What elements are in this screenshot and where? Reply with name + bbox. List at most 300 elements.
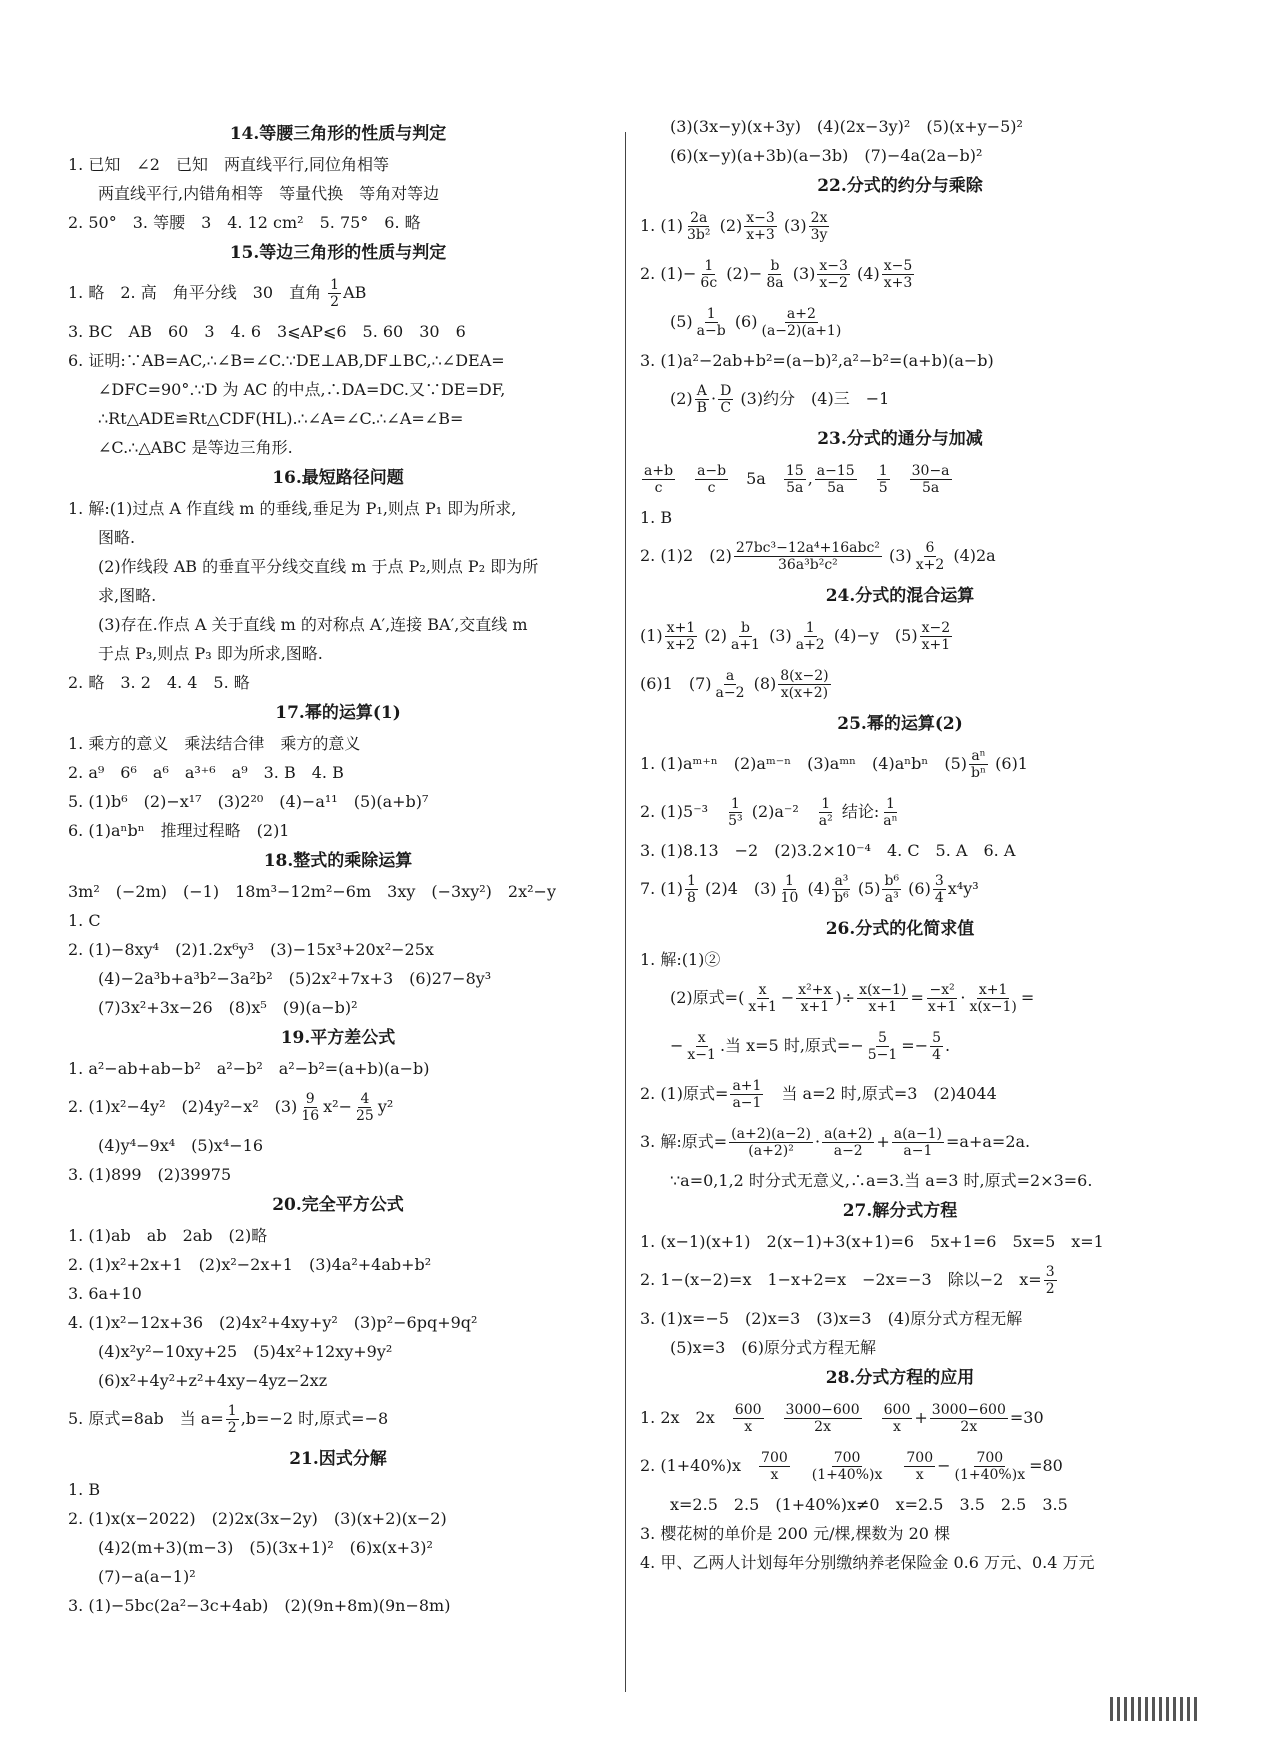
numerator: a+b (644, 463, 674, 479)
fraction (764, 258, 785, 291)
fraction (857, 982, 908, 1015)
text: x²− (323, 1097, 352, 1116)
numerator: 5 (878, 1030, 887, 1046)
denominator: 2 (330, 294, 340, 310)
numerator: x−3 (819, 258, 848, 274)
text: (6) (908, 879, 931, 898)
answer-line: ∠DFC=90°.∵D 为 AC 的中点,∴DA=DC.又∵DE=DF, (98, 380, 506, 399)
text: (6)1 (995, 754, 1028, 773)
text: (6) (734, 312, 758, 331)
numerator: 2x (810, 210, 828, 226)
answer-line (640, 1118, 1160, 1166)
fraction (881, 796, 899, 829)
text: (6)1 (7) (640, 674, 712, 693)
numerator: 1 (878, 463, 888, 479)
text: ,b=−2 时,原式=−8 (240, 1409, 389, 1428)
fraction (930, 1030, 943, 1063)
fraction (933, 873, 946, 906)
answer-line: 图略. (98, 528, 136, 547)
text: · (960, 988, 966, 1007)
answer-line: $\frac{a+b}{c}$ $\frac{a-b}{c}$ 5a $\frac{15}{5a}$ , $\frac{a-15}{5a}$ $\frac{1}{5}$ $\frac{30-a}{5a}$ (644, 463, 950, 496)
denominator: (a−2)(a+1) (761, 323, 842, 339)
answer-line: 2. a⁹ 6⁶ a⁶ a³⁺⁶ a⁹ 3. B 4. B (68, 763, 344, 782)
answer-line (68, 269, 608, 317)
answer-line: (6)x²+4y²+z²+4xy−4yz−2xz (98, 1371, 328, 1390)
answer-line: 6. (1)aⁿbⁿ 推理过程略 (2)1 (68, 821, 290, 840)
text: (3) (769, 626, 792, 645)
text: = (1020, 988, 1035, 1007)
fraction (882, 873, 901, 906)
fraction (822, 1126, 874, 1159)
answer-line: ∵a=0,1,2 时分式无意义,∴a=3.当 a=3 时,原式=2×3=6. (670, 1171, 1093, 1190)
fraction (759, 1450, 790, 1483)
answer-line: ∴Rt△ADE≌Rt△CDF(HL).∴∠A=∠C.∴∠A=∠B= (98, 409, 464, 428)
answer-line (640, 532, 1160, 580)
fraction (877, 463, 890, 496)
numerator: A (696, 383, 707, 399)
numerator: 600 (734, 1402, 762, 1418)
text: =a+a=2a. (946, 1132, 1031, 1151)
denominator: 2 (1045, 1281, 1055, 1297)
denominator: x(x−1) (969, 999, 1017, 1015)
denominator: x(x+2) (780, 685, 829, 701)
answer-line: 1. 解:(1)过点 A 作直线 m 的垂线,垂足为 P₁,则点 P₁ 即为所求, (68, 499, 517, 518)
numerator: 1 (821, 796, 831, 812)
denominator: (1+40%)x (954, 1467, 1026, 1483)
fraction (796, 982, 833, 1015)
answer-line: 2. 略 3. 2 4. 4 5. 略 (68, 673, 250, 692)
text: (5) (857, 879, 881, 898)
fraction (778, 668, 830, 701)
fraction (698, 258, 719, 291)
section-title-15: 15.等边三角形的性质与判定 (229, 243, 447, 263)
numerator: 4 (360, 1091, 370, 1107)
text: (3) (889, 546, 912, 565)
fraction (953, 1450, 1028, 1483)
answer-line: (4)y⁴−9x⁴ (5)x⁴−16 (98, 1136, 264, 1155)
numerator: 1 (227, 1403, 237, 1419)
text: 2. (1)5⁻³ (640, 802, 709, 821)
numerator: x²+x (798, 982, 832, 998)
text: (2) (670, 389, 693, 408)
text: 1. 略 2. 高 角平分线 30 直角 (68, 283, 322, 302)
answer-line: (7)−a(a−1)² (98, 1567, 196, 1586)
text: 7. (1) (640, 879, 684, 898)
section-title-19: 19.平方差公式 (280, 1028, 396, 1048)
denominator: 5a (786, 480, 804, 496)
answer-line: 1. 解:(1)② (640, 950, 721, 969)
numerator: b (740, 620, 750, 636)
fraction (733, 1402, 764, 1435)
answer-line (68, 1083, 608, 1131)
numerator: 1 (785, 873, 794, 889)
fraction (926, 982, 959, 1015)
numerator: 8(x−2) (780, 668, 829, 684)
fraction (967, 982, 1018, 1015)
text: . (945, 1036, 951, 1055)
section-title-28: 28.分式方程的应用 (825, 1368, 975, 1388)
fraction (817, 258, 850, 291)
text: 3. 解:原式= (640, 1132, 728, 1151)
answer-line: (3)存在.作点 A 关于直线 m 的对称点 A′,连接 BA′,交直线 m (98, 615, 528, 634)
answer-line: 1. 已知 ∠2 已知 两直线平行,同位角相等 (68, 155, 390, 174)
denominator: a+2 (795, 637, 825, 653)
denominator: 8 (687, 890, 696, 906)
denominator: 4 (932, 1047, 942, 1063)
fraction (718, 383, 733, 416)
answer-line: 3m² (−2m) (−1) 18m³−12m²−6m 3xy (−3xy²) 2x²−y (68, 882, 556, 901)
answer-line (640, 1394, 1160, 1442)
text: 2. 1−(x−2)=x 1−x+2=x −2x=−3 除以−2 x= (640, 1270, 1042, 1289)
fraction (714, 668, 747, 701)
answer-line (640, 612, 1160, 660)
fraction (866, 1030, 900, 1063)
denominator: 25 (355, 1108, 374, 1124)
fraction (882, 258, 915, 291)
numerator: 3000−600 (931, 1402, 1006, 1418)
fraction (920, 620, 953, 653)
answer-line (640, 865, 1160, 913)
fraction (930, 1402, 1008, 1435)
numerator: x−5 (883, 258, 913, 274)
numerator: 9 (305, 1091, 315, 1107)
text: (5) (670, 312, 693, 331)
left-column (68, 118, 608, 1620)
text: )÷ (835, 988, 856, 1007)
text: (3) (792, 264, 816, 283)
fraction (746, 982, 779, 1015)
denominator: 5 (878, 480, 888, 496)
text: 结论: (841, 802, 880, 821)
text: (2)4 (3) (705, 879, 777, 898)
denominator: 10 (780, 890, 799, 906)
numerator: 1 (330, 277, 340, 293)
text: (2)原式=( (670, 988, 745, 1007)
denominator: 3y (810, 227, 828, 243)
answer-line: ∠C.∴△ABC 是等边三角形. (98, 438, 293, 457)
numerator: 1 (687, 873, 696, 889)
section-title-22: 22.分式的约分与乘除 (817, 176, 983, 196)
answer-line: 3. 6a+10 (68, 1284, 142, 1303)
fraction (642, 463, 675, 496)
text: 1. 2x 2x (640, 1408, 715, 1427)
fraction (1044, 1264, 1057, 1297)
fraction (809, 210, 830, 243)
denominator: 2x (814, 1419, 831, 1435)
fraction (784, 463, 806, 496)
denominator: (a+2)² (748, 1143, 794, 1159)
denominator: a−2 (715, 685, 745, 701)
text: (2)− (726, 264, 763, 283)
answer-line: 两直线平行,内错角相等 等量代换 等角对等边 (98, 184, 440, 203)
answer-line: (6)(x−y)(a+3b)(a−3b) (7)−4a(2a−b)² (670, 146, 983, 165)
text: 当 a=2 时,原式=3 (2)4044 (781, 1084, 997, 1103)
denominator: c (654, 480, 663, 496)
section-title-20: 20.完全平方公式 (272, 1195, 404, 1215)
denominator: a² (818, 813, 833, 829)
numerator: x+1 (978, 982, 1008, 998)
fraction (695, 383, 709, 416)
fraction (882, 1402, 913, 1435)
numerator: 1 (885, 796, 895, 812)
answer-line: 3. (1)8.13 −2 (2)3.2×10⁻⁴ 4. C 5. A 6. A (640, 841, 1016, 860)
answer-line: 1. a²−ab+ab−b² a²−b² a²−b²=(a+b)(a−b) (68, 1059, 430, 1078)
answer-line: 4. 甲、乙两人计划每年分别缴纳养老保险金 0.6 万元、0.4 万元 (640, 1553, 1095, 1572)
denominator: 16 (301, 1108, 320, 1124)
fraction (328, 277, 341, 310)
answer-line: 6. 证明:∵AB=AC,∴∠B=∠C.∵DE⊥AB,DF⊥BC,∴∠DEA= (68, 351, 505, 370)
text: AB (343, 283, 367, 302)
fraction (726, 796, 745, 829)
text: · (710, 389, 717, 408)
denominator: B (696, 400, 707, 416)
denominator: x+1 (927, 999, 957, 1015)
answer-line: (2)作线段 AB 的垂直平分线交直线 m 于点 P₂,则点 P₂ 即为所 (98, 557, 539, 576)
numerator: a+1 (732, 1078, 762, 1094)
scan-edge-marks (1110, 1697, 1250, 1725)
text: (1) (640, 626, 663, 645)
text: (2)a⁻² (751, 802, 799, 821)
column-divider (625, 132, 626, 1692)
answer-line: 1. 乘方的意义 乘法结合律 乘方的意义 (68, 734, 361, 753)
fraction (695, 306, 728, 339)
numerator: 1 (706, 306, 716, 322)
text: = (910, 988, 924, 1007)
text: 2. (1+40%)x (640, 1456, 742, 1475)
text: − (937, 1456, 951, 1475)
text: + (914, 1408, 928, 1427)
numerator: x−2 (921, 620, 951, 636)
denominator: 5³ (728, 813, 743, 829)
fraction (904, 1450, 935, 1483)
text: 5. 原式=8ab 当 a= (68, 1409, 224, 1428)
numerator: a−15 (816, 463, 855, 479)
fraction (817, 796, 835, 829)
numerator: (a+2)(a−2) (731, 1126, 811, 1142)
answer-line (640, 740, 1160, 788)
fraction (695, 463, 728, 496)
answer-line: x=2.5 2.5 (1+40%)x≠0 x=2.5 3.5 2.5 3.5 (670, 1495, 1068, 1514)
numerator: 2a (690, 210, 708, 226)
numerator: 1 (730, 796, 740, 812)
denominator: x+1 (748, 999, 777, 1015)
text: (3)约分 (4)三 −1 (740, 389, 890, 408)
numerator: 3000−600 (785, 1402, 860, 1418)
denominator: x−1 (687, 1047, 716, 1063)
text: =30 (1009, 1408, 1044, 1427)
text: − (670, 1036, 684, 1055)
denominator: (1+40%)x (811, 1467, 883, 1483)
text: (4)−y (5) (833, 626, 918, 645)
fraction (784, 1402, 862, 1435)
numerator: a (725, 668, 735, 684)
section-title-21: 21.因式分解 (289, 1449, 387, 1469)
text: 5a (746, 469, 766, 488)
text: (4) (807, 879, 831, 898)
text: (3) (783, 216, 807, 235)
text: (4) (857, 264, 880, 283)
answer-line: 3. (1)x=−5 (2)x=3 (3)x=3 (4)原分式方程无解 (640, 1309, 1023, 1328)
numerator: 30−a (911, 463, 950, 479)
denominator: b⁶ (834, 890, 849, 906)
answer-line: (7)3x²+3x−26 (8)x⁵ (9)(a−b)² (98, 998, 358, 1017)
fraction (815, 463, 857, 496)
denominator: a−1 (732, 1095, 762, 1111)
fraction (299, 1091, 321, 1124)
numerator: x (758, 982, 767, 998)
answer-line: 3. (1)a²−2ab+b²=(a−b)²,a²−b²=(a+b)(a−b) (640, 351, 994, 370)
fraction (685, 873, 698, 906)
denominator: C (720, 400, 732, 416)
numerator: x(x−1) (859, 982, 907, 998)
denominator: 36a³b²c² (777, 557, 838, 573)
numerator: 1 (805, 620, 815, 636)
fraction (779, 873, 801, 906)
text: 2. (1)− (640, 264, 697, 283)
answer-line: 3. (1)899 (2)39975 (68, 1165, 232, 1184)
answer-line (68, 1395, 608, 1443)
text: 2. (1)x²−4y² (2)4y²−x² (3) (68, 1097, 298, 1116)
answer-line: 2. 50° 3. 等腰 3 4. 12 cm² 5. 75° 6. 略 (68, 213, 421, 232)
answer-line: 2. (1)x(x−2022) (2)2x(3x−2y) (3)(x+2)(x−2) (68, 1509, 447, 1528)
answer-line: 3. BC AB 60 3 4. 6 3⩽AP⩽6 5. 60 30 6 (68, 322, 466, 341)
answer-line: 2. (1)x²+2x+1 (2)x²−2x+1 (3)4a²+4ab+b² (68, 1255, 432, 1274)
denominator: 5a (827, 480, 845, 496)
denominator: 5−1 (867, 1047, 898, 1063)
numerator: 3 (1045, 1264, 1055, 1280)
numerator: x−3 (746, 210, 775, 226)
numerator: b (770, 258, 780, 274)
text: .当 x=5 时,原式=− (719, 1036, 864, 1055)
answer-line: 2. (1)−8xy⁴ (2)1.2x⁶y³ (3)−15x³+20x²−25x (68, 940, 434, 959)
denominator: 8a (766, 275, 784, 291)
numerator: x+1 (666, 620, 696, 636)
answer-line: 于点 P₃,则点 P₃ 即为所求,图略. (98, 644, 323, 663)
numerator: 27bc³−12a⁴+16abc² (735, 540, 880, 556)
section-title-16: 16.最短路径问题 (272, 468, 404, 488)
fraction (810, 1450, 885, 1483)
section-title-26: 26.分式的化简求值 (825, 919, 975, 939)
text: =80 (1029, 1456, 1063, 1475)
text: 1. (1)aᵐ⁺ⁿ (2)aᵐ⁻ⁿ (3)aᵐⁿ (4)aⁿbⁿ (5) (640, 754, 968, 773)
denominator: x+2 (666, 637, 696, 653)
answer-line: (4)−2a³b+a³b²−3a²b² (5)2x²+7x+3 (6)27−8y³ (98, 969, 492, 988)
answer-line (640, 660, 1160, 708)
fraction (226, 1403, 239, 1436)
numerator: a−b (697, 463, 727, 479)
fraction (910, 463, 952, 496)
answer-line (640, 202, 1160, 250)
text: =− (901, 1036, 929, 1055)
fraction (914, 540, 947, 573)
numerator: 3 (934, 873, 944, 889)
text: (8) (753, 674, 777, 693)
denominator: a³ (884, 890, 899, 906)
section-title-18: 18.整式的乘除运算 (263, 851, 413, 871)
answer-line (640, 1256, 1160, 1304)
section-title-25: 25.幂的运算(2) (837, 714, 963, 734)
numerator: D (720, 383, 732, 399)
denominator: c (707, 480, 716, 496)
section-title-27: 27.解分式方程 (842, 1201, 958, 1221)
numerator: b⁶ (884, 873, 900, 889)
answer-line (640, 974, 1160, 1022)
denominator: x (744, 1419, 753, 1435)
numerator: 600 (883, 1402, 911, 1418)
numerator: 700 (906, 1450, 934, 1466)
answer-line: (4)x²y²−10xy+25 (5)4x²+12xy+9y² (98, 1342, 393, 1361)
answer-line: 4. (1)x²−12x+36 (2)4x²+4xy+y² (3)p²−6pq+9q² (68, 1313, 478, 1332)
text: y² (377, 1097, 394, 1116)
answer-line: 3. (1)−5bc(2a²−3c+4ab) (2)(9n+8m)(9n−8m) (68, 1596, 451, 1615)
fraction (832, 873, 851, 906)
numerator: a+2 (786, 306, 816, 322)
numerator: 700 (761, 1450, 788, 1466)
answer-line: (4)2(m+3)(m−3) (5)(3x+1)² (6)x(x+3)² (98, 1538, 433, 1557)
answer-line: 1. (x−1)(x+1) 2(x−1)+3(x+1)=6 5x+1=6 5x=5 x=1 (640, 1232, 1104, 1251)
answer-line: 3. 樱花树的单价是 200 元/棵,棵数为 20 棵 (640, 1524, 951, 1543)
numerator: 1 (704, 258, 714, 274)
text: 1. (1) (640, 216, 684, 235)
numerator: 700 (976, 1450, 1004, 1466)
numerator: x (697, 1030, 706, 1046)
text: (4)2a (953, 546, 996, 565)
denominator: a−1 (903, 1143, 933, 1159)
answer-line: (3)(3x−y)(x+3y) (4)(2x−3y)² (5)(x+y−5)² (670, 117, 1023, 136)
fraction (665, 620, 698, 653)
denominator: 5a (921, 480, 940, 496)
answer-line (640, 788, 1160, 836)
answer-line: 1. C (68, 911, 101, 930)
fraction (729, 1126, 813, 1159)
denominator: a+1 (730, 637, 760, 653)
section-title-24: 24.分式的混合运算 (825, 586, 975, 606)
answer-line (640, 375, 1160, 423)
denominator: x+3 (746, 227, 775, 243)
section-title-14: 14.等腰三角形的性质与判定 (229, 124, 447, 144)
answer-line: 5. (1)b⁶ (2)−x¹⁷ (3)2²⁰ (4)−a¹¹ (5)(a+b)⁷ (68, 792, 429, 811)
numerator: 15 (785, 463, 804, 479)
answer-line (640, 250, 1160, 298)
denominator: x+2 (915, 557, 945, 573)
fraction (685, 1030, 718, 1063)
fraction (354, 1091, 376, 1124)
text: · (814, 1132, 821, 1151)
denominator: 3b² (687, 227, 711, 243)
answer-line: (5)x=3 (6)原分式方程无解 (670, 1338, 876, 1357)
numerator: a(a−1) (893, 1126, 943, 1142)
fraction (730, 1078, 763, 1111)
fraction (685, 210, 712, 243)
numerator: a³ (834, 873, 849, 889)
denominator: 2 (227, 1420, 237, 1436)
text: − (780, 988, 795, 1007)
denominator: x−2 (819, 275, 848, 291)
section-title-17: 17.幂的运算(1) (275, 703, 401, 723)
answer-line: 1. B (640, 508, 673, 527)
fraction (729, 620, 762, 653)
denominator: a−b (696, 323, 726, 339)
answer-line (640, 1022, 1160, 1070)
denominator: x+1 (921, 637, 951, 653)
fraction (744, 210, 777, 243)
text: + (876, 1132, 890, 1151)
answer-line: 1. B (68, 1480, 101, 1499)
denominator: a−2 (833, 1143, 863, 1159)
denominator: 6c (700, 275, 718, 291)
fraction (969, 748, 988, 781)
text: (2) (704, 626, 727, 645)
